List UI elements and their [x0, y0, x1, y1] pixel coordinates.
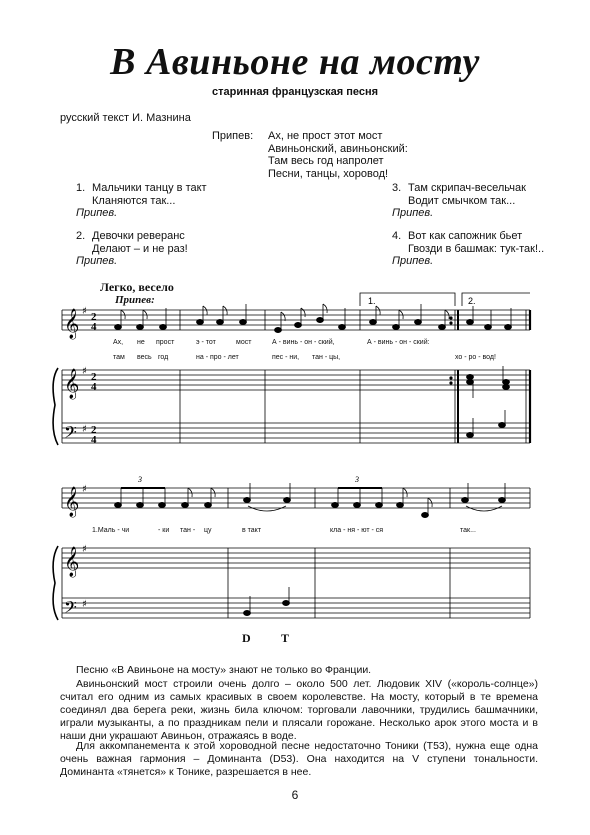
paragraph-harmony: Для аккомпанемента к этой хороводной песне недостаточно Тоники (T53), нужна еще одна очень важная гармония – Доминанта (D53). Она находится на V ступени тональности. Доминанта «тянется» к Тонике, разрешается в нее. — [60, 740, 538, 778]
chord-tonic: T — [281, 631, 290, 645]
time-sig-top: 2 — [91, 424, 97, 436]
verse-line: Водит смычком так... — [408, 194, 516, 207]
bass-clef-icon: 𝄢 — [64, 597, 77, 621]
verse-refrain-cue: Припев. — [392, 207, 434, 219]
vocal-staff-2 — [62, 488, 530, 508]
verse-line: Мальчики танцу в такт — [92, 182, 207, 194]
page-number: 6 — [291, 788, 299, 802]
lyric-syllable: мост — [236, 339, 252, 346]
verse-refrain-cue: Припев. — [392, 255, 434, 267]
song-subtitle: старинная французская песня — [211, 86, 379, 98]
lyric-syllable: э - тот — [196, 339, 216, 346]
treble-clef-icon: 𝄞 — [64, 547, 80, 577]
time-sig-top: 2 — [91, 371, 97, 383]
treble-clef-icon: 𝄞 — [64, 369, 80, 399]
notes-system-1 — [115, 304, 512, 438]
bass-clef-icon: 𝄢 — [64, 422, 77, 446]
lyric-syllable: тан - цы, — [312, 354, 341, 361]
volta-1: 1. — [368, 296, 376, 306]
lyric-syllable: А - винь - он - ский, — [272, 339, 335, 346]
lyric-syllable: тан - — [180, 527, 196, 534]
verse-line: Там скрипач-весельчак — [408, 182, 526, 194]
time-sig-bottom: 4 — [91, 381, 97, 393]
lyric-syllable: 1.Маль - чи — [92, 527, 130, 534]
lyric-syllable: в такт — [242, 527, 262, 534]
verse-number: 3. — [392, 182, 402, 194]
lyric-syllable: год — [158, 354, 169, 361]
sharp-icon: ♯ — [82, 544, 87, 555]
lyric-syllable: цу — [204, 527, 212, 534]
lyric-syllable: А - винь - он - ский: — [367, 339, 430, 346]
song-title: В Авиньоне на мосту — [110, 41, 480, 83]
lyric-syllable: - ки — [158, 527, 170, 534]
verse-line: Кланяются так... — [92, 194, 176, 207]
time-sig-top: 2 — [91, 311, 97, 323]
refrain-line: Песни, танцы, хоровод! — [268, 167, 389, 180]
refrain-mark: Припев: — [115, 294, 155, 306]
paragraph-intro: Песню «В Авиньоне на мосту» знают не только во Франции. — [76, 664, 372, 676]
verse-refrain-cue: Припев. — [76, 207, 118, 219]
verse-number: 4. — [392, 230, 402, 242]
time-sig-bottom: 4 — [91, 434, 97, 446]
triplet-mark: 3 — [355, 475, 359, 484]
piano-bass-staff-2 — [62, 598, 530, 618]
sharp-icon: ♯ — [82, 366, 87, 377]
lyric-syllable: Ах, — [113, 339, 124, 346]
chord-dominant: D — [242, 631, 251, 645]
tempo-marking: Легко, весело — [100, 280, 174, 294]
verse-refrain-cue: Припев. — [76, 255, 118, 267]
sharp-icon: ♯ — [82, 306, 87, 317]
sharp-icon: ♯ — [82, 484, 87, 495]
treble-clef-icon: 𝄞 — [64, 487, 80, 517]
refrain-line: Там весь год напролет — [268, 155, 384, 167]
lyric-syllable: не — [137, 339, 145, 346]
triplet-mark: 3 — [138, 475, 142, 484]
lyric-syllable: кла - ня - ют - ся — [330, 527, 384, 534]
lyric-syllable: там — [113, 354, 125, 361]
piano-bass-staff-1 — [62, 423, 530, 443]
refrain-line: Ах, не прост этот мост — [268, 130, 383, 142]
verse-line: Гвозди в башмак: тук-так!.. — [408, 242, 545, 255]
sharp-icon: ♯ — [82, 599, 87, 610]
lyric-syllable: весь — [137, 354, 152, 361]
lyric-syllable: пес - ни, — [272, 354, 300, 361]
lyric-syllable: так... — [460, 527, 476, 534]
treble-clef-icon: 𝄞 — [64, 309, 80, 339]
refrain-label: Припев: — [212, 130, 254, 142]
piano-treble-staff-1 — [62, 370, 530, 390]
verse-line: Делают – и не раз! — [92, 242, 188, 255]
time-sig-bottom: 4 — [91, 321, 97, 333]
refrain-line: Авиньонский, авиньонский: — [268, 142, 408, 155]
lyric-syllable: прост — [156, 339, 175, 346]
verse-number: 1. — [76, 182, 86, 194]
sharp-icon: ♯ — [82, 424, 87, 435]
verse-number: 2. — [76, 230, 86, 242]
lyric-syllable: на - про - лет — [196, 354, 239, 361]
lyric-syllable: хо - ро - вод! — [455, 354, 496, 361]
lyrics-credit: русский текст И. Мазнина — [60, 112, 191, 124]
verse-line: Вот как сапожник бьет — [408, 230, 523, 242]
paragraph-history: Авиньонский мост строили очень долго – около 500 лет. Людовик XIV («король-солнце») считал его одним из самых красивых в своем королевстве. На мосту, который в те времена соединял два берега реки, жизнь била ключом: торговали лавочники, трудились башмачники, играли музыканты, а по праздникам пели и плясали горожане. Несколько арок этого моста и в наши дни украшают Авиньон, отражаясь в воде. — [60, 678, 538, 742]
verse-line: Девочки реверанс — [92, 230, 185, 242]
piano-treble-staff-2 — [62, 548, 530, 568]
volta-2: 2. — [468, 296, 476, 306]
